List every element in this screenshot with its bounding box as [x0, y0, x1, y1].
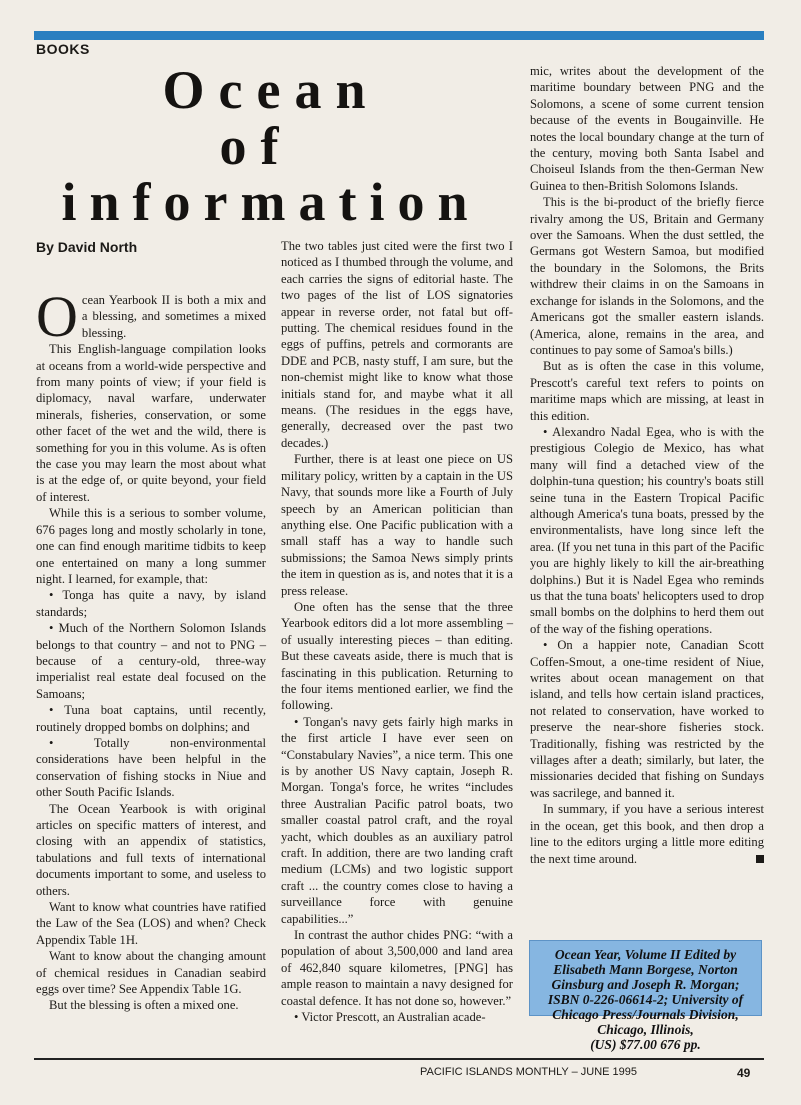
- footer-publication: PACIFIC ISLANDS MONTHLY – JUNE 1995: [420, 1066, 638, 1078]
- paragraph: [530, 801, 764, 867]
- paragraph: • On a happier note, Canadian Scott Coffen-Smout, a one-time resident of Niue, writes about ocean management on that island, and tells how certain island practices, not related to conservation, have worked to preserve the near-shore fisheries stock. Traditionally, fishing was restricted by the villages after a death; similarly, but later, the missionaries decided that fishing on Sundays was sacrilege, and banned it.: [530, 638, 764, 800]
- paragraph: • Victor Prescott, an Australian acade-: [294, 1010, 486, 1025]
- title-line-1: Ocean: [162, 60, 380, 120]
- book-info-box: [529, 940, 762, 1052]
- paragraph: While this is a serious to somber volume, 676 pages long and mostly scholarly in tone, one can find enough maritime tidbits to keep one entertained on many a long summer night. I learned, for example, that:: [36, 506, 266, 586]
- paragraph: • Alexandro Nadal Egea, who is with the prestigious Colegio de Mexico, has what many will find a detached view of the dolphin-tuna question; his country's boats still seine tuna in the Eastern Tropical Pacific although America's tuna boats, pressed by the environmentalists, have long since left the area. (If you net tuna in this part of the Pacific you are highly likely to kill the air-breathing dolphins.) But it is Nadel Egea who reminds us that the tuna boats' helicopters used to drop small bombs on the dolphins to herd them out of the way of the fishing operations.: [530, 424, 764, 636]
- paragraph: Want to know about the changing amount of chemical residues in Canadian seabird eggs over time? See Appendix Table 1G.: [36, 949, 266, 997]
- article-title: [36, 62, 506, 230]
- info-line: ISBN 0-226-06614-2; University of: [547, 992, 744, 1007]
- paragraph-text: cean Yearbook II is both a mix and a blessing, and sometimes a mixed blessing.: [81, 293, 266, 340]
- paragraph: • Tongan's navy gets fairly high marks in the first article I have ever seen on “Constabulary Navies”, a nice term. This one is by another US Navy captain, Joseph R. Morgan. Tonga's force, he writes “includes three Australian Pacific patrol boats, two smaller coastal patrol craft, and the royal yacht, which doubles as an auxiliary patrol craft. In addition, there are two landing craft medium (LCMs) and two logistic support craft ... the country comes close to having a surveillance force with genuine capabilities...”: [281, 714, 513, 926]
- drop-cap: O: [36, 284, 78, 349]
- section-label: BOOKS: [36, 41, 90, 57]
- paragraph: This is the bi-product of the briefly fierce rivalry among the US, Britain and Germany over the Samoans. When the dust settled, the Germans got Western Samoa, but modified the boundary in the Solomons, the Brits withdrew their claims in on the Samoans in exchange for islands in the Solomons, and the Americans got the smaller eastern islands. (America, alone, remains in the area, and continues to pay some of Samoa's bills.): [530, 195, 764, 357]
- title-line-2: of: [219, 116, 293, 176]
- paragraph: • Totally non-environmental considerations have been helpful in the conservation of fishing stocks in Niue and other South Pacific Islands.: [36, 735, 266, 800]
- paragraph: Want to know what countries have ratified the Law of the Sea (LOS) and when? Check Appendix Table 1H.: [36, 900, 266, 947]
- info-line: Ginsburg and Joseph R. Morgan;: [551, 977, 740, 992]
- paragraph: The Ocean Yearbook is with original articles on specific matters of interest, and closing with an appendix of statistics, tabulations and full texts of international documents important to some, and useless to others.: [36, 801, 266, 898]
- column-1: [36, 284, 266, 1014]
- end-mark-icon: [756, 855, 764, 863]
- paragraph: Further, there is at least one piece on US military policy, written by a captain in the US Navy, that sounds more like a Fourth of July speech by an American politician than anything else. One Pacific publication with a small staff has a way to handle such submissions; the Samoa News simply prints the item in question as is, and notes that it is a press release.: [281, 452, 513, 598]
- paragraph: But the blessing is often a mixed one.: [49, 998, 239, 1013]
- info-line: Elisabeth Mann Borgese, Norton: [553, 962, 738, 977]
- title-line-3: information: [61, 172, 481, 232]
- paragraph-text: In summary, if you have a serious interest in the ocean, get this book, and then drop a line to the editors urging a little more editing the next time around.: [530, 802, 764, 866]
- info-line: Chicago, Illinois,: [597, 1022, 694, 1037]
- paragraph: [36, 284, 266, 349]
- paragraph: In contrast the author chides PNG: “with a population of about 3,500,000 and land area of 462,840 square kilometres, [PNG] has ample reason to maintain a navy designed for coastal defence. It has not done so, however.”: [281, 928, 513, 1008]
- byline: By David North: [36, 239, 138, 255]
- paragraph: This English-language compilation looks at oceans from a world-wide perspective and from many points of view; if your field is diplomacy, naval warfare, underwater minerals, fisheries, conservation, or some other facet of the wet and the wild, there is something for you in this volume. As is often the case you may learn the most about what is at the edge of, or quite beyond, your field of interest.: [36, 342, 266, 504]
- paragraph: mic, writes about the development of the maritime boundary between PNG and the Solomons, a scene of some current tension because of the events in Bougainville. He notes the local boundary change at the turn of the century, moving both Santa Isabel and Choiseul Islands from the then-German New Guinea to then-British Solomons Islands.: [530, 64, 764, 193]
- footer-rule: [34, 1058, 764, 1060]
- info-line: Ocean Year, Volume II Edited by: [554, 947, 737, 962]
- paragraph: The two tables just cited were the first two I noticed as I thumbed through the volume, and each carries the signs of editorial haste. The two pages of the list of LOS signatories appear in reverse order, not fatal but off-putting. The chemical residues found in the eggs of puffins, petrels and cormorants are DDE and PCB, nasty stuff, I am sure, but the non-chemist might like to know what those initials stand for, and maybe what it all means. (The residues in the eggs have, generally, decreased over the past two decades.): [281, 239, 513, 450]
- column-3: [530, 63, 764, 867]
- paragraph: • Much of the Northern Solomon Islands belongs to that country – and not to PNG – because of a century-old, three-way imperialist real estate deal focused on the Samoans;: [36, 621, 266, 701]
- paragraph: One often has the sense that the three Yearbook editors did a lot more assembling – of usually interesting pieces – than editing. But these caveats aside, there is much that is fascinating in this publication. Returning to the four items mentioned earlier, we find the following.: [281, 599, 513, 713]
- paragraph: • Tuna boat captains, until recently, routinely dropped bombs on dolphins; and: [36, 703, 266, 734]
- column-2: [281, 238, 513, 1026]
- paragraph: • Tonga has quite a navy, by island standards;: [36, 588, 266, 619]
- paragraph: But as is often the case in this volume, Prescott's careful text refers to points on maritime maps which are missing, at least in this edition.: [530, 359, 764, 423]
- page-number: 49: [737, 1066, 751, 1080]
- section-color-bar: [34, 31, 764, 40]
- info-line: (US) $77.00 676 pp.: [590, 1037, 701, 1052]
- info-line: Chicago Press/Journals Division,: [552, 1007, 739, 1022]
